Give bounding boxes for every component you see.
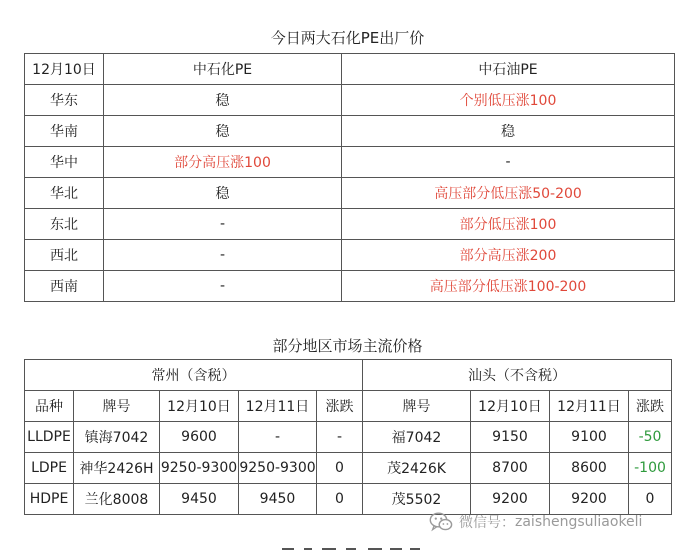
region-cell: 华东	[25, 85, 104, 116]
header-brand: 牌号	[74, 391, 160, 422]
st-dec10-cell: 9200	[471, 484, 550, 515]
cz-dec10-cell: 9250-9300	[160, 453, 239, 484]
header-date: 12月10日	[25, 54, 104, 85]
variety-cell: HDPE	[25, 484, 74, 515]
sinopec-cell: 稳	[104, 116, 342, 147]
st-dec11-cell: 8600	[550, 453, 629, 484]
pe-factory-price-table	[24, 53, 675, 302]
sinopec-cell: 稳	[104, 178, 342, 209]
cz-dec11-cell: 9450	[239, 484, 317, 515]
table-row	[25, 178, 675, 209]
sinopec-cell: 部分高压涨100	[104, 147, 342, 178]
wechat-icon	[429, 511, 453, 533]
cz-change-cell: 0	[317, 484, 363, 515]
watermark-label: 微信号：	[459, 515, 515, 531]
table-row	[25, 147, 675, 178]
cropped-text-edge	[250, 548, 450, 558]
petrochina-cell: 个别低压涨100	[342, 85, 675, 116]
petrochina-cell: 高压部分低压涨100-200	[342, 271, 675, 302]
variety-cell: LLDPE	[25, 422, 74, 453]
header-petrochina: 中石油PE	[342, 54, 675, 85]
header-sinopec: 中石化PE	[104, 54, 342, 85]
st-dec11-cell: 9200	[550, 484, 629, 515]
header-change: 涨跌	[317, 391, 363, 422]
header-dec11: 12月11日	[239, 391, 317, 422]
sinopec-cell: -	[104, 240, 342, 271]
st-brand-cell: 福7042	[363, 422, 471, 453]
header-dec10-shantou: 12月10日	[471, 391, 550, 422]
region-cell: 西南	[25, 271, 104, 302]
cz-dec11-cell: -	[239, 422, 317, 453]
table-row	[25, 116, 675, 147]
region-cell: 东北	[25, 209, 104, 240]
region-cell: 西北	[25, 240, 104, 271]
cz-change-cell: 0	[317, 453, 363, 484]
table-row	[25, 422, 672, 453]
st-change-cell: -100	[629, 453, 672, 484]
st-brand-cell: 茂5502	[363, 484, 471, 515]
group-header-row	[25, 360, 672, 391]
petrochina-cell: 部分高压涨200	[342, 240, 675, 271]
cz-brand-cell: 兰化8008	[74, 484, 160, 515]
header-variety: 品种	[25, 391, 74, 422]
table-row	[25, 453, 672, 484]
table2-title: 部分地区市场主流价格	[272, 337, 423, 355]
st-dec11-cell: 9100	[550, 422, 629, 453]
petrochina-cell: 稳	[342, 116, 675, 147]
market-price-table	[24, 359, 672, 515]
cz-change-cell: -	[317, 422, 363, 453]
sinopec-cell: -	[104, 271, 342, 302]
petrochina-cell: 高压部分低压涨50-200	[342, 178, 675, 209]
region-cell: 华中	[25, 147, 104, 178]
table-row	[25, 240, 675, 271]
table1-title: 今日两大石化PE出厂价	[270, 29, 425, 47]
cz-brand-cell: 神华2426H	[74, 453, 160, 484]
st-change-cell: -50	[629, 422, 672, 453]
changzhou-group-header: 常州（含税）	[25, 360, 363, 391]
header-brand-shantou: 牌号	[363, 391, 471, 422]
variety-cell: LDPE	[25, 453, 74, 484]
shantou-group-header: 汕头（不含税）	[363, 360, 672, 391]
column-header-row	[25, 391, 672, 422]
watermark-id: zaishengsuliaokeli	[515, 514, 643, 530]
table-row	[25, 85, 675, 116]
wechat-watermark	[429, 510, 642, 534]
table-header-row	[25, 54, 675, 85]
st-dec10-cell: 9150	[471, 422, 550, 453]
st-dec10-cell: 8700	[471, 453, 550, 484]
table-row	[25, 209, 675, 240]
sinopec-cell: -	[104, 209, 342, 240]
petrochina-cell: -	[342, 147, 675, 178]
cz-brand-cell: 镇海7042	[74, 422, 160, 453]
region-cell: 华南	[25, 116, 104, 147]
cz-dec10-cell: 9600	[160, 422, 239, 453]
st-change-cell: 0	[629, 484, 672, 515]
cz-dec11-cell: 9250-9300	[239, 453, 317, 484]
header-dec10: 12月10日	[160, 391, 239, 422]
header-change-shantou: 涨跌	[629, 391, 672, 422]
header-dec11-shantou: 12月11日	[550, 391, 629, 422]
cz-dec10-cell: 9450	[160, 484, 239, 515]
petrochina-cell: 部分低压涨100	[342, 209, 675, 240]
table-row	[25, 271, 675, 302]
sinopec-cell: 稳	[104, 85, 342, 116]
region-cell: 华北	[25, 178, 104, 209]
st-brand-cell: 茂2426K	[363, 453, 471, 484]
